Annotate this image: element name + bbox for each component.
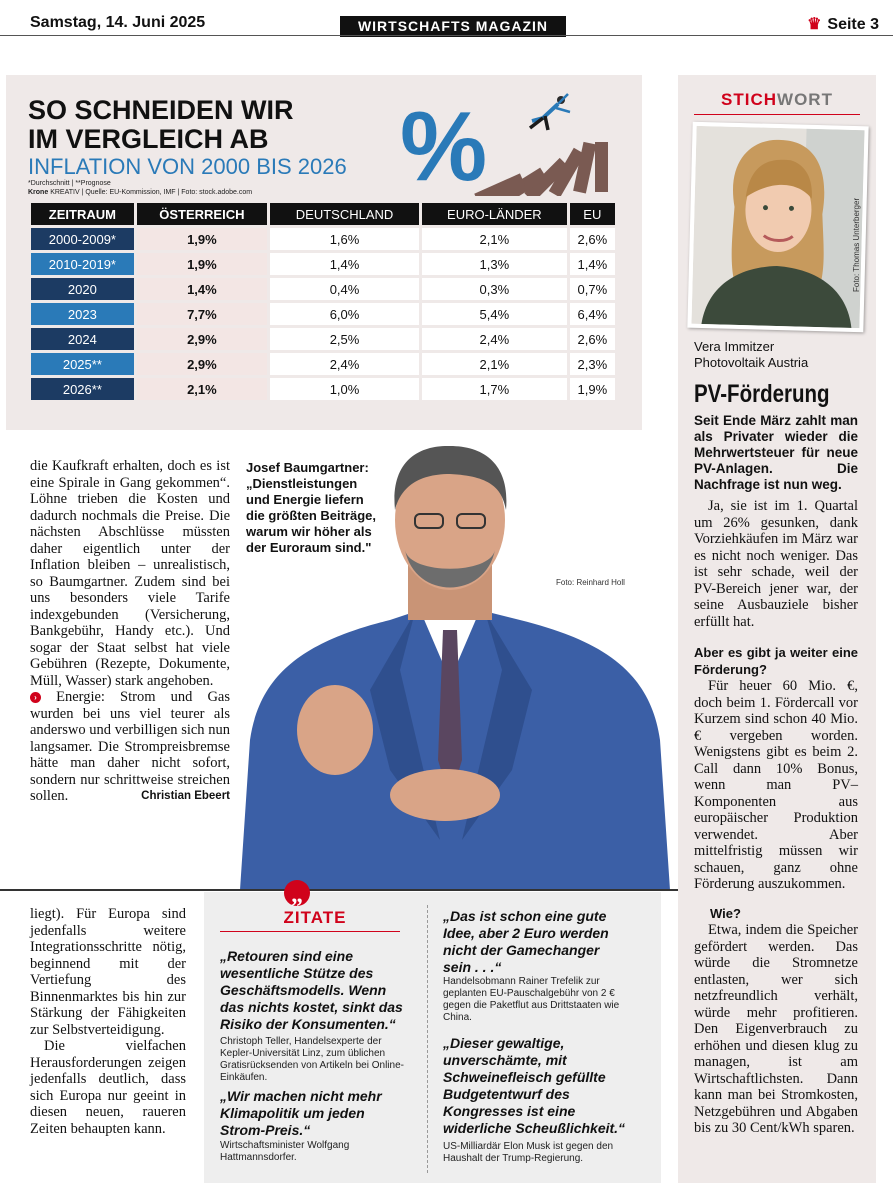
value-cell: 1,7%: [422, 378, 567, 400]
header-rule: [0, 35, 893, 36]
quote-2: „Wir machen nicht mehr Klimapolitik um jeden Strom-Preis.“: [220, 1088, 382, 1138]
value-cell: 2,9%: [137, 353, 267, 375]
table-row: [31, 328, 615, 350]
kicker-grey: WORT: [777, 90, 833, 109]
interviewee-name: Vera Immitzer: [694, 339, 775, 354]
source-brand: Krone: [28, 189, 49, 196]
period-cell: 2023: [31, 303, 134, 325]
domino-1: [595, 142, 608, 192]
quote-3: „Das ist schon eine gute Idee, aber 2 Euro werden nicht der Gamechanger sein . . .“: [443, 908, 609, 975]
value-cell: 2,4%: [422, 328, 567, 350]
infobox-note: *Durchschnitt | **Prognose: [28, 180, 111, 187]
section-rule: [0, 889, 678, 891]
answer-3: Etwa, indem die Speicher gefördert werden. Das würde die Stromnetze entlasten, wer sich netzfreundlich verhält, würde mehr profitieren. Den Eigenverbrauch zu erhöhen und diesen klug zu managen, ist am Wirtschaftlichsten. Dann kann man bei Stromkosten, Netzgebühren und Abgaben bis zu 30 Cent/kWh sparen.: [694, 922, 858, 1136]
zitate-title: ZITATE: [283, 908, 347, 927]
interviewee: [694, 339, 808, 371]
value-cell: 7,7%: [137, 303, 267, 325]
value-cell: 2,9%: [137, 328, 267, 350]
article-text-2: liegt). Für Europa sind jedenfalls weitere Integrationsschritte nötig, beginnend mit der Vertiefung des Binnenmarktes bis hin zur Stärkung der Fähigkeiten zur Selbstverteidigung.: [30, 906, 186, 1038]
value-cell: 1,4%: [270, 253, 419, 275]
zitate-divider: [427, 905, 428, 1173]
period-cell: 2000-2009*: [31, 228, 134, 250]
period-cell: 2024: [31, 328, 134, 350]
zitate-rule: [220, 931, 400, 932]
question-3: Wie?: [710, 906, 741, 921]
quote-3-source: Handelsobmann Rainer Trefelik zur geplanten EU-Pauschalgebühr von 2 € gegen die Paketflut aus Drittstaaten wie China.: [443, 976, 620, 1023]
article-text: die Kaufkraft erhalten, doch es ist eine Spirale in Gang gekommen“. Löhne trieben die Kosten und dadurch nochmals die Preise. Die nächsten Abschlüsse müssten daher eigentlich unter der Inflation bleiben – unrealistisch, so Baumgartner. Zudem sind bei uns besonders viele Tarife indexgebunden (Versicherung, Bankgebühr, Handy etc.). Und sogar der Staat selbst hat viele Gebühren (Rezepte, Dokumente, Müll, Wasser) stark angehoben.: [30, 458, 230, 689]
value-cell: 2,3%: [570, 353, 615, 375]
col-oesterreich: ÖSTERREICH: [137, 203, 267, 225]
crown-icon: ♛: [807, 16, 822, 33]
kicker-rule: [694, 114, 860, 115]
infobox-title: [28, 96, 294, 154]
period-cell: 2026**: [31, 378, 134, 400]
table-row: [31, 228, 615, 250]
sidebar-lead: Seit Ende März zahlt man als Privater wieder die Mehrwertsteuer für neue PV-Anlagen. Die Nachfrage ist nun weg.: [694, 413, 858, 492]
quote-1: „Retouren sind eine wesentliche Stütze des Geschäftsmodells. Wenn das nichts kostet, sinkt das Risiko der Konsumenten.“: [220, 948, 403, 1032]
article-energy: Energie: Strom und Gas wurden bei uns viel teurer als anderswo und verbilligen sich nun langsamer. Die Strompreisbremse hätte man daher nicht sofort, sondern nur schrittweise streichen sollen.: [30, 689, 231, 804]
article-text-3: Die vielfachen Herausforderungen zeigen jedenfalls deutlich, dass sich Europa nur geeint in diesen neuen, raueren Zeiten behaupten kann.: [30, 1038, 186, 1137]
page-number: [807, 14, 879, 34]
quote-icon: „: [284, 880, 310, 906]
period-cell: 2025**: [31, 353, 134, 375]
value-cell: 1,3%: [422, 253, 567, 275]
sidebar-kicker: [678, 90, 876, 110]
value-cell: 2,6%: [570, 228, 615, 250]
issue-date: Samstag, 14. Juni 2025: [30, 14, 206, 31]
value-cell: 0,3%: [422, 278, 567, 300]
source-text: KREATIV | Quelle: EU-Kommission, IMF | Foto: stock.adobe.com: [50, 189, 253, 196]
table-row: [31, 278, 615, 300]
table-row: [31, 303, 615, 325]
table-row: [31, 353, 615, 375]
value-cell: 2,4%: [270, 353, 419, 375]
quote-1-source: Christoph Teller, Handelsexperte der Kepler-Universität Linz, zum üblichen Gratisrücksenden von Artikeln bei Online-Einkäufen.: [220, 1036, 404, 1083]
portrait-photo: [687, 122, 868, 333]
page-number-label: Seite 3: [827, 16, 879, 33]
question-2: Aber es gibt ja weiter eine Förderung?: [694, 645, 858, 677]
col-deutschland: DEUTSCHLAND: [270, 203, 419, 225]
interviewee-org: Photovoltaik Austria: [694, 355, 809, 370]
photo-caption: Josef Baumgartner: „Dienstleistungen und Energie liefern die größten Beiträge, warum wir höher als der Euroraum sind.": [246, 460, 377, 555]
quote-4: „Dieser gewaltige, unverschämte, mit Schweinefleisch gefüllte Budgetentwurf des Kongresses ist eine widerliche Scheußlichkeit.“: [443, 1035, 626, 1136]
quote-4-source: US-Milliardär Elon Musk ist gegen den Haushalt der Trump-Regierung.: [443, 1141, 614, 1164]
percent-symbol: %: [400, 91, 488, 196]
col-eu: EU: [570, 203, 615, 225]
value-cell: 2,1%: [422, 228, 567, 250]
value-cell: 1,4%: [570, 253, 615, 275]
value-cell: 1,9%: [570, 378, 615, 400]
article-column-1: [30, 458, 230, 805]
value-cell: 2,5%: [270, 328, 419, 350]
value-cell: 1,6%: [270, 228, 419, 250]
value-cell: 1,4%: [137, 278, 267, 300]
answer-2: Für heuer 60 Mio. €, doch beim 1. Fördercall vor Kurzem sind schon 40 Mio. € vergeben worden. Wenigstens gibt es beim 2. Call dann 10% Bonus, wenn man PV–Komponenten aus europäischer Produktion verwendet. Aber mittelfristig müssen wir schauen, ganz ohne Förderung auszukommen.: [694, 678, 858, 892]
section-title: WIRTSCHAFTS MAGAZIN: [340, 16, 566, 37]
infobox-title-line2: IM VERGLEICH AB: [28, 124, 269, 154]
value-cell: 1,9%: [137, 253, 267, 275]
table-row: [31, 378, 615, 400]
period-cell: 2010-2019*: [31, 253, 134, 275]
arrow-bullet-icon: ›: [30, 692, 41, 703]
infobox-source: [28, 188, 252, 197]
value-cell: 2,1%: [137, 378, 267, 400]
value-cell: 1,9%: [137, 228, 267, 250]
value-cell: 6,0%: [270, 303, 419, 325]
photo-credit: Foto: Reinhard Holl: [556, 578, 625, 587]
value-cell: 5,4%: [422, 303, 567, 325]
value-cell: 0,7%: [570, 278, 615, 300]
value-cell: 6,4%: [570, 303, 615, 325]
portrait-credit: Foto: Thomas Unterberger: [852, 197, 861, 292]
infobox-title-line1: SO SCHNEIDEN WIR: [28, 95, 294, 125]
answer-1: Ja, sie ist im 1. Quartal um 26% gesunken, dank Vorziehkäufen im März war es nicht noch weniger. Das ist sehr schade, weil der PV-Bereich jener war, der seine Ausbauziele bisher erfüllt hat.: [694, 498, 858, 630]
author: Christian Ebeert: [141, 790, 230, 802]
falling-man-icon: [530, 94, 570, 130]
inflation-table: [28, 200, 618, 403]
infobox-subtitle: INFLATION VON 2000 BIS 2026: [28, 154, 347, 179]
value-cell: 1,0%: [270, 378, 419, 400]
kicker-red: STICH: [721, 90, 778, 109]
col-zeitraum: ZEITRAUM: [31, 203, 134, 225]
inflation-graphic: [398, 88, 623, 196]
value-cell: 2,6%: [570, 328, 615, 350]
quote-2-source: Wirtschaftsminister Wolfgang Hattmannsdorfer.: [220, 1140, 350, 1163]
value-cell: 2,1%: [422, 353, 567, 375]
sidebar-headline: PV-Förderung: [694, 380, 830, 408]
period-cell: 2020: [31, 278, 134, 300]
portrait-image: [691, 126, 864, 328]
table-header-row: [31, 203, 615, 225]
col-euro-laender: EURO-LÄNDER: [422, 203, 567, 225]
article-column-1-continued: [30, 906, 186, 1137]
table-row: [31, 253, 615, 275]
value-cell: 0,4%: [270, 278, 419, 300]
